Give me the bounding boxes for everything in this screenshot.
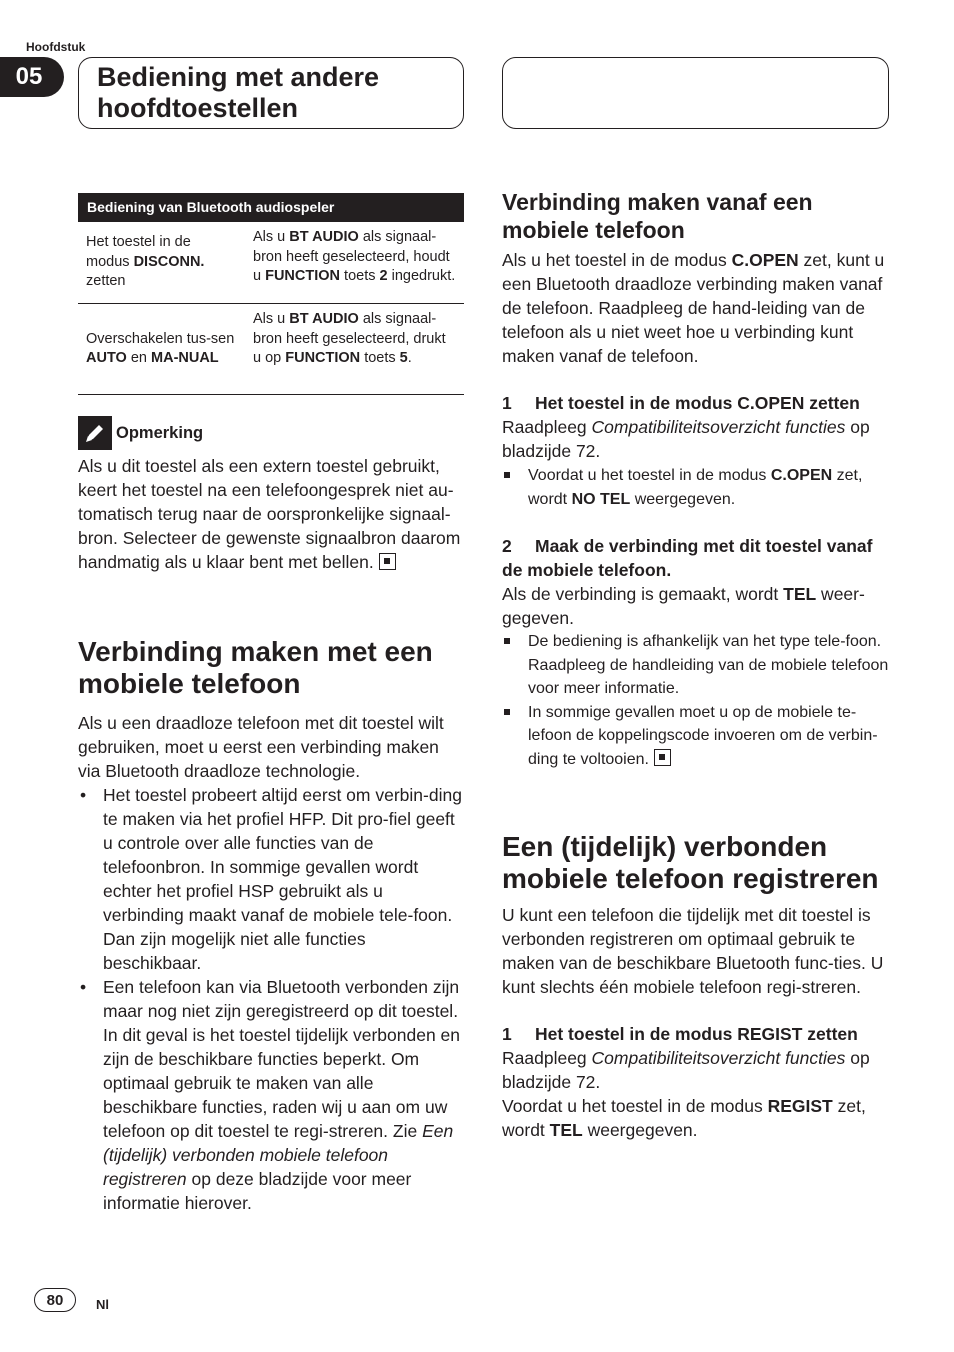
table-cell-operation <box>245 222 464 303</box>
list-item <box>78 975 464 1215</box>
text: als signaal-bron heeft geselecteerd, drukt u op <box>253 311 446 366</box>
square-bullet-item <box>502 701 889 772</box>
text: zet, kunt u een Bluetooth draadloze verbinding maken vanaf de telefoon. Raadpleeg de hand-leiding van de telefoon als u niet weet hoe u verbinding kunt maken vanaf de telefoon. <box>502 250 885 366</box>
italic-text: Compatibiliteitsoverzicht functies <box>591 1048 846 1068</box>
section-from-phone-intro <box>502 248 889 368</box>
table-cell-operation <box>245 304 464 394</box>
chapter-label: Hoofdstuk <box>26 40 86 54</box>
step-text <box>502 1046 889 1094</box>
bold-text: BT AUDIO <box>289 229 359 245</box>
right-column <box>502 188 889 1142</box>
section-heading-register: Een (tijdelijk) verbonden mobiele telefoon registreren <box>502 831 879 894</box>
square-bullet-item <box>502 464 889 511</box>
text: Als u dit toestel als een extern toestel gebruikt, keert het toestel na een telefoongesprek niet au-tomatisch terug naar de oorspronkelijke signaal-bron. Selecteer de gewenste signaalbron daarom handmatig als u klaar bent met bellen. <box>78 456 461 572</box>
empty-header-box <box>502 57 889 129</box>
step-heading <box>502 391 889 415</box>
language-code: Nl <box>96 1297 109 1312</box>
chapter-title-line1: Bediening met andere <box>97 62 380 92</box>
cross-reference-link: Een (tijdelijk) verbonden mobiele telefoon registreren <box>103 1121 454 1189</box>
text: Het toestel in de modus <box>86 234 191 270</box>
table-header: Bediening van Bluetooth audiospeler <box>78 193 464 222</box>
step-number: 2 <box>502 536 512 556</box>
text: op bladzijde 72. <box>502 417 870 461</box>
end-of-section-icon <box>654 749 671 766</box>
note-label: Opmerking <box>116 423 204 442</box>
pencil-icon <box>78 416 112 450</box>
text: In sommige gevallen moet u op de mobiele te-lefoon de koppelingscode invoeren om de verbin-ding te voltooien. <box>528 703 878 768</box>
step-title: Het toestel in de modus C.OPEN zetten <box>535 393 860 413</box>
text: toets <box>360 350 400 366</box>
bold-text: FUNCTION <box>265 268 341 284</box>
text: Voordat u het toestel in de modus <box>528 467 771 484</box>
bold-text: MA-NUAL <box>151 350 219 366</box>
section-heading-from-phone: Verbinding maken vanaf een mobiele telefoon <box>502 189 813 243</box>
bold-text: BT AUDIO <box>289 311 359 327</box>
bold-text: FUNCTION <box>285 350 361 366</box>
bold-text: NO TEL <box>571 490 631 508</box>
italic-text: Compatibiliteitsoverzicht functies <box>591 417 846 437</box>
step-title: Maak de verbinding met dit toestel vanaf de mobiele telefoon. <box>502 536 873 580</box>
text: ingedrukt. <box>387 268 456 284</box>
text: zetten <box>86 273 126 290</box>
section-connect-bullets <box>78 783 464 1215</box>
bold-text: TEL <box>783 584 817 604</box>
bold-text: 2 <box>379 268 388 284</box>
list-item: • Het toestel probeert altijd eerst om verbin-ding te maken via het profiel HFP. Dit pro-fiel geeft u controle over alle functies van de telefoonbron. In sommige gevallen wordt echter het profiel HSP gebruikt als u verbinding maakt vanaf de mobiele tele-foon. Dan zijn mogelijk niet alle functies beschikbaar. <box>78 783 464 975</box>
bold-text: C.OPEN <box>770 467 833 484</box>
bold-text: DISCONN. <box>133 253 205 270</box>
text: Als u <box>253 229 290 245</box>
left-column <box>78 193 464 1215</box>
chapter-title <box>78 57 464 129</box>
bold-text: 5 <box>399 350 408 366</box>
step-heading <box>502 1022 889 1046</box>
step-text <box>502 582 889 630</box>
table-row <box>78 222 464 304</box>
text: Voordat u het toestel in de modus <box>502 1096 768 1116</box>
note-text <box>78 454 464 574</box>
chapter-number-badge: 05 <box>0 57 64 97</box>
text: toets <box>340 268 380 284</box>
table-row <box>78 304 464 395</box>
step-text <box>502 415 889 463</box>
step-number: 1 <box>502 393 512 413</box>
text: op deze bladzijde voor meer informatie hierover. <box>103 1169 412 1213</box>
text: zet, wordt <box>528 467 863 508</box>
end-of-section-icon <box>379 553 396 570</box>
bold-text: TEL <box>549 1120 583 1140</box>
step-text <box>502 1094 889 1142</box>
text: weergegeven. <box>582 1120 698 1140</box>
text: Als de verbinding is gemaakt, wordt <box>502 584 784 604</box>
step-number: 1 <box>502 1024 512 1044</box>
text: Als u <box>253 311 290 327</box>
table-cell-action <box>78 222 245 303</box>
text: op bladzijde 72. <box>502 1048 870 1092</box>
text: Overschakelen tus-sen <box>86 330 235 347</box>
text: en <box>126 350 152 366</box>
step-title: Het toestel in de modus REGIST zetten <box>535 1024 858 1044</box>
text: Raadpleeg <box>502 417 592 437</box>
square-bullet-item: De bediening is afhankelijk van het type tele-foon. Raadpleeg de handleiding van de mobiele telefoon voor meer informatie. <box>502 630 889 701</box>
text: Een telefoon kan via Bluetooth verbonden zijn maar nog niet zijn geregistreerd op dit toestel. In dit geval is het toestel tijdelijk verbonden en zijn de beschikbare functies beperkt. Om optimaal gebruik te maken van alle beschikbare functies, raden wij u aan om uw telefoon op dit toestel te regi-streren. Zie <box>103 977 461 1141</box>
bold-text: REGIST <box>767 1096 833 1116</box>
note-header <box>78 416 464 450</box>
section-connect-intro: Als u een draadloze telefoon met dit toestel wilt gebruiken, moet u eerst een verbinding maken via Bluetooth draadloze technologie. <box>78 713 444 781</box>
text: weer-gegeven. <box>502 584 865 628</box>
text: . <box>407 350 412 366</box>
bold-text: C.OPEN <box>731 250 799 270</box>
bold-text: AUTO <box>86 350 127 366</box>
text: Als u het toestel in de modus <box>502 250 732 270</box>
text: Raadpleeg <box>502 1048 592 1068</box>
table-cell-action <box>78 304 245 394</box>
section-register-intro: U kunt een telefoon die tijdelijk met dit toestel is verbonden registreren om optimaal gebruik te maken van de beschikbare Bluetooth func-ties. U kunt slechts één mobiele telefoon regi-streren. <box>502 905 884 997</box>
text: zet, wordt <box>502 1096 866 1140</box>
page-number: 80 <box>34 1288 76 1312</box>
text: weergegeven. <box>630 490 736 508</box>
section-heading-connect: Verbinding maken met een mobiele telefoon <box>78 636 433 699</box>
chapter-title-line2: hoofdtoestellen <box>97 93 298 123</box>
text: als signaal-bron heeft geselecteerd, houdt u <box>253 229 450 284</box>
step-heading <box>502 534 889 582</box>
